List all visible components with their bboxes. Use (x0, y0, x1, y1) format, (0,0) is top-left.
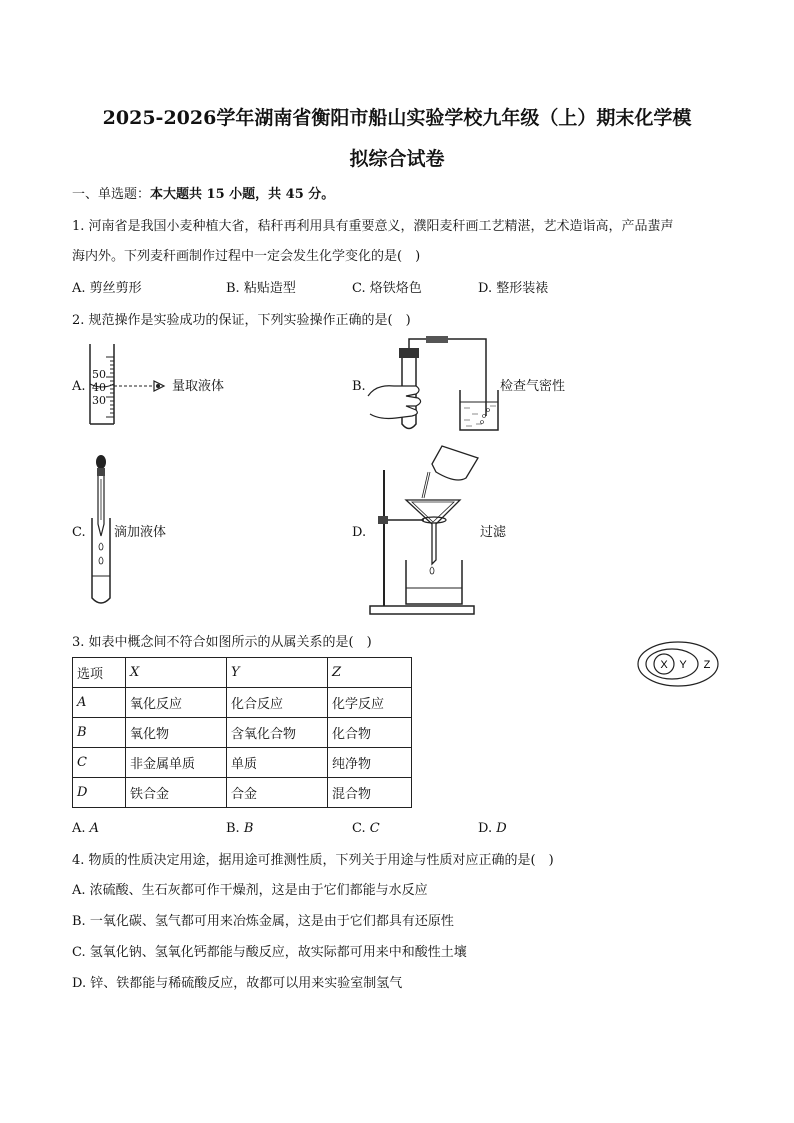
q3-option-a-letter: A (89, 821, 100, 836)
table-cell: D (73, 778, 126, 808)
table-cell: 混合物 (328, 778, 412, 808)
table-cell: 合金 (227, 778, 328, 808)
cylinder-tick-labels (92, 368, 106, 407)
table-cell: 氧化物 (126, 718, 227, 748)
venn-label-x: X (660, 659, 668, 671)
table-row (73, 718, 412, 748)
tick-label-40: 40 (92, 381, 106, 394)
q3-stem: 3. 如表中概念间不符合如图所示的从属关系的是( ) (72, 635, 372, 650)
q2-option-c-letter[interactable]: C. (72, 525, 86, 540)
q3-option-d-prefix: D. (478, 821, 497, 836)
q3-option-d[interactable] (478, 820, 507, 838)
q2-option-a-label: 量取液体 (172, 379, 225, 394)
table-cell: C (73, 748, 126, 778)
q1-stem-line-2: 海内外。下列麦秆画制作过程中一定会发生化学变化的是( ) (72, 249, 421, 264)
table-cell: 化合反应 (227, 688, 328, 718)
q4-option-c[interactable]: C. 氢氧化钠、氢氧化钙都能与酸反应，故实际都可用来中和酸性土壤 (72, 945, 467, 960)
q4-option-d[interactable]: D. 锌、铁都能与稀硫酸反应，故都可以用来实验室制氢气 (72, 976, 403, 991)
q3-option-c[interactable] (352, 820, 380, 838)
table-cell: A (73, 688, 126, 718)
q4-option-b[interactable]: B. 一氧化碳、氢气都可用来冶炼金属，这是由于它们都具有还原性 (72, 914, 454, 929)
table-cell: 铁合金 (126, 778, 227, 808)
venn-diagram (636, 640, 722, 688)
section-prefix: 一、单选题： (72, 187, 151, 202)
q2-option-a-letter[interactable]: A. (72, 379, 86, 394)
venn-label-z: Z (703, 659, 711, 671)
table-header-cell: Y (227, 658, 328, 688)
q2-option-d-letter[interactable]: D. (352, 525, 367, 540)
q3-option-b-letter: B (243, 821, 254, 836)
q3-option-b[interactable] (226, 820, 253, 838)
table-row (73, 688, 412, 718)
page-title-line-1: 2025-2026学年湖南省衡阳市船山实验学校九年级（上）期末化学模 (102, 107, 692, 129)
q3-option-b-prefix: B. (226, 821, 244, 836)
q2-option-b-label: 检查气密性 (500, 379, 566, 394)
q1-option-a[interactable]: A. 剪丝剪形 (72, 281, 142, 296)
dropper-figure (86, 454, 116, 608)
tick-label-50: 50 (92, 368, 106, 381)
q2-stem: 2. 规范操作是实验成功的保证，下列实验操作正确的是( ) (72, 313, 411, 328)
table-cell: 含氧化合物 (227, 718, 328, 748)
q3-option-d-letter: D (496, 821, 507, 836)
q3-option-a[interactable] (72, 820, 99, 838)
table-cell: 化合物 (328, 718, 412, 748)
airtightness-check-figure (366, 336, 506, 436)
table-header-cell: Z (328, 658, 412, 688)
q2-option-d-label: 过滤 (480, 525, 507, 540)
section-desc: 本大题共 15 小题，共 45 分。 (150, 187, 335, 202)
table-cell: 非金属单质 (126, 748, 227, 778)
table-header-cell: 选项 (73, 658, 126, 688)
q3-option-a-prefix: A. (72, 821, 90, 836)
q1-stem-line-1: 1. 河南省是我国小麦种植大省，秸秆再利用具有重要意义，濮阳麦秆画工艺精湛，艺术造诣高，产品蜚声 (72, 219, 674, 234)
page-title-line-2: 拟综合试卷 (349, 148, 445, 170)
table-cell: 氧化反应 (126, 688, 227, 718)
table-cell: B (73, 718, 126, 748)
q4-option-a[interactable]: A. 浓硫酸、生石灰都可作干燥剂，这是由于它们都能与水反应 (72, 883, 428, 898)
q2-option-c-label: 滴加液体 (114, 525, 167, 540)
q3-option-c-letter: C (369, 821, 380, 836)
table-cell: 单质 (227, 748, 328, 778)
tick-label-30: 30 (92, 394, 106, 407)
q2-option-b-letter[interactable]: B. (352, 379, 366, 394)
q3-option-c-prefix: C. (352, 821, 370, 836)
section-heading (72, 186, 334, 204)
filtration-figure (366, 442, 486, 618)
table-header-cell: X (126, 658, 227, 688)
table-row (73, 748, 412, 778)
q1-option-b[interactable]: B. 粘贴造型 (226, 281, 296, 296)
q1-option-c[interactable]: C. 烙铁烙色 (352, 281, 422, 296)
table-header-row (73, 658, 412, 688)
table-row (73, 778, 412, 808)
table-cell: 纯净物 (328, 748, 412, 778)
venn-label-y: Y (679, 659, 687, 671)
table-cell: 化学反应 (328, 688, 412, 718)
q1-option-d[interactable]: D. 整形装裱 (478, 281, 549, 296)
q4-stem: 4. 物质的性质决定用途，据用途可推测性质，下列关于用途与性质对应正确的是( ) (72, 853, 554, 868)
q3-table (72, 657, 412, 808)
